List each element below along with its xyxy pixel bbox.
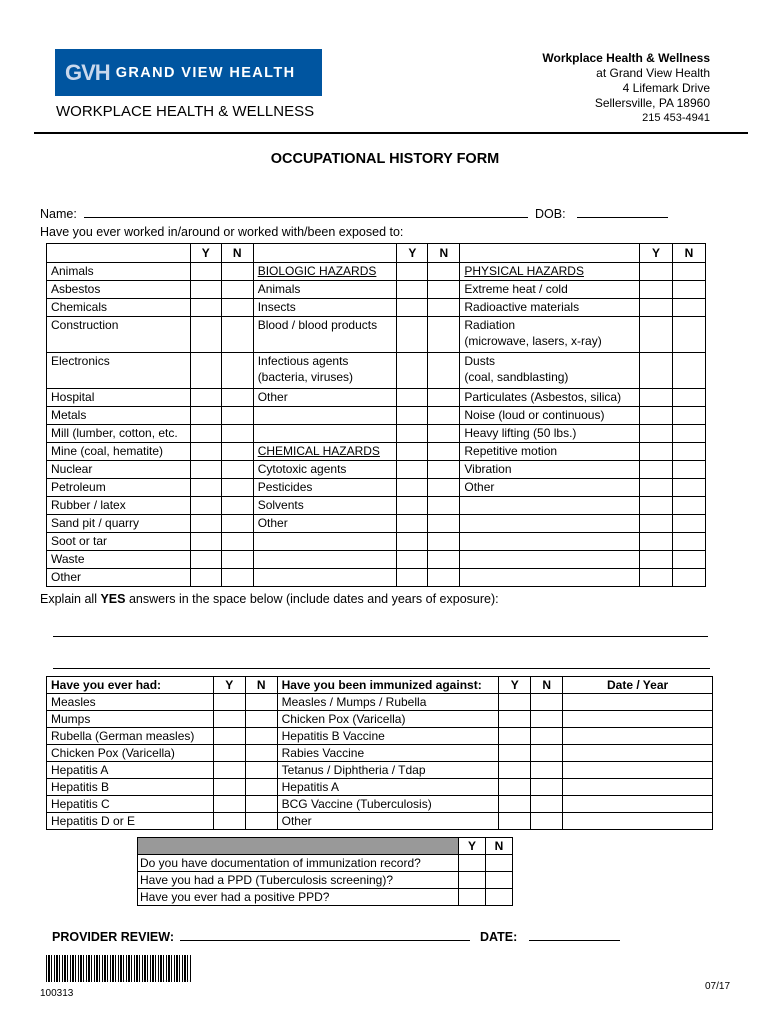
no-checkbox[interactable] [221,317,253,353]
empty-cell [428,533,460,551]
table-row [47,281,706,299]
no-checkbox[interactable] [428,281,460,299]
n-header: N [221,244,253,263]
yes-checkbox[interactable] [190,263,221,281]
yes-checkbox[interactable] [190,281,221,299]
dob-row [535,206,668,221]
no-checkbox[interactable] [672,407,705,425]
no-checkbox[interactable] [221,515,253,533]
empty-cell [672,497,705,515]
address-line3: Sellersville, PA 18960 [594,96,710,110]
exposure-label [460,533,640,551]
illness-label: Hepatitis D or E [47,813,214,830]
immunization-label: Rabies Vaccine [277,745,499,762]
yes-checkbox[interactable] [190,515,221,533]
empty-cell [672,551,705,569]
date-year-field[interactable] [563,779,713,796]
no-checkbox[interactable] [428,389,460,407]
yes-checkbox[interactable] [190,443,221,461]
yes-checkbox[interactable] [640,479,673,497]
empty-cell [428,443,460,461]
exposure-label: Sand pit / quarry [47,515,191,533]
address-block [542,51,710,126]
exposure-label: Animals [47,263,191,281]
exposure-label: Construction [47,317,191,353]
label-header [47,244,191,263]
exposure-label [460,569,640,587]
immunization-label: Tetanus / Diphtheria / Tdap [277,762,499,779]
empty-cell [397,263,428,281]
exposure-label: Animals [253,281,397,299]
empty-cell [397,569,428,587]
exposure-label: Rubber / latex [47,497,191,515]
logo-mark: GVH [65,59,110,85]
table-row [47,533,706,551]
yes-checkbox[interactable] [397,317,428,353]
illness-header: Have you ever had: [47,677,214,694]
exposure-label [253,551,397,569]
y-header: Y [397,244,428,263]
table-row [47,263,706,281]
exposure-label: Noise (loud or continuous) [460,407,640,425]
empty-cell [397,425,428,443]
table-row [138,855,513,872]
yes-checkbox[interactable] [640,299,673,317]
immunization-label: Other [277,813,499,830]
explain-line-2[interactable] [53,668,710,669]
yes-checkbox[interactable] [213,711,245,728]
illness-immunization-table [46,676,713,830]
review-date-field[interactable] [529,929,620,941]
explain-line-1[interactable] [53,636,708,637]
y-header: Y [459,838,486,855]
ppd-question: Have you ever had a positive PPD? [138,889,459,906]
no-checkbox[interactable] [221,407,253,425]
no-checkbox[interactable] [245,796,277,813]
address-org: Workplace Health & Wellness [542,51,710,65]
form-number: 100313 [40,988,74,999]
yes-checkbox[interactable] [190,353,221,389]
empty-cell [672,533,705,551]
yes-checkbox[interactable] [499,796,531,813]
exposure-label: Mill (lumber, cotton, etc. [47,425,191,443]
exposure-label: Particulates (Asbestos, silica) [460,389,640,407]
empty-cell [428,407,460,425]
no-checkbox[interactable] [245,728,277,745]
form-title: OCCUPATIONAL HISTORY FORM [270,151,500,167]
table-row [47,389,706,407]
exposure-label [253,533,397,551]
exposure-label: Repetitive motion [460,443,640,461]
yes-checkbox[interactable] [397,461,428,479]
yes-checkbox[interactable] [213,728,245,745]
exposure-label [460,551,640,569]
exposure-label: Metals [47,407,191,425]
yes-checkbox[interactable] [397,281,428,299]
date-year-field[interactable] [563,796,713,813]
no-checkbox[interactable] [486,889,513,906]
table-row [138,889,513,906]
exposure-label: Vibration [460,461,640,479]
explain-instruction [40,592,499,606]
provider-review-field[interactable] [180,929,470,941]
yes-checkbox[interactable] [397,515,428,533]
label-header [253,244,397,263]
no-checkbox[interactable] [531,796,563,813]
dob-field[interactable] [577,206,668,218]
exposure-label: Nuclear [47,461,191,479]
no-checkbox[interactable] [428,515,460,533]
exposure-label: Other [253,515,397,533]
illness-label: Rubella (German measles) [47,728,214,745]
review-date-label: DATE: [480,930,518,944]
no-checkbox[interactable] [245,779,277,796]
no-checkbox[interactable] [672,443,705,461]
immunization-label: BCG Vaccine (Tuberculosis) [277,796,499,813]
table-row [47,443,706,461]
yes-checkbox[interactable] [397,497,428,515]
y-header: Y [499,677,531,694]
no-checkbox[interactable] [221,443,253,461]
empty-cell [640,263,673,281]
exposure-label: Waste [47,551,191,569]
date-year-header: Date / Year [563,677,713,694]
no-checkbox[interactable] [486,855,513,872]
no-checkbox[interactable] [221,569,253,587]
revision-date: 07/17 [705,981,731,992]
empty-cell [672,263,705,281]
no-checkbox[interactable] [672,461,705,479]
yes-checkbox[interactable] [190,479,221,497]
yes-checkbox[interactable] [640,353,673,389]
no-checkbox[interactable] [245,745,277,762]
exposure-label: Hospital [47,389,191,407]
no-checkbox[interactable] [531,813,563,830]
table-row [47,694,713,711]
n-header: N [245,677,277,694]
label-header [460,244,640,263]
no-checkbox[interactable] [486,872,513,889]
empty-cell [672,515,705,533]
date-year-field[interactable] [563,813,713,830]
date-year-field[interactable] [563,711,713,728]
empty-cell [428,551,460,569]
address-line2: 4 Lifemark Drive [622,81,710,95]
name-label: Name: [40,207,77,221]
empty-cell [397,407,428,425]
dob-label: DOB: [535,207,566,221]
table-row [47,299,706,317]
exposure-label: Insects [253,299,397,317]
exposure-label: BIOLOGIC HAZARDS [253,263,397,281]
exposure-label [460,515,640,533]
exposure-label: Asbestos [47,281,191,299]
no-checkbox[interactable] [221,353,253,389]
illness-label: Chicken Pox (Varicella) [47,745,214,762]
y-header: Y [190,244,221,263]
table-row [47,779,713,796]
yes-checkbox[interactable] [190,551,221,569]
no-checkbox[interactable] [672,389,705,407]
empty-cell [428,263,460,281]
yes-checkbox[interactable] [190,299,221,317]
no-checkbox[interactable] [672,281,705,299]
ppd-header-bar [138,838,459,855]
grand-view-health-logo [55,49,322,96]
yes-checkbox[interactable] [190,569,221,587]
address-line1: at Grand View Health [596,66,710,80]
no-checkbox[interactable] [428,299,460,317]
no-checkbox[interactable] [428,479,460,497]
no-checkbox[interactable] [531,779,563,796]
table-row [47,569,706,587]
immunization-label: Hepatitis A [277,779,499,796]
y-header: Y [640,244,673,263]
date-year-field[interactable] [563,745,713,762]
exposure-label: Other [253,389,397,407]
exposure-label: Radiation (microwave, lasers, x-ray) [460,317,640,353]
table-row [47,479,706,497]
no-checkbox[interactable] [221,389,253,407]
table-row [47,711,713,728]
exposure-label: Extreme heat / cold [460,281,640,299]
yes-checkbox[interactable] [213,779,245,796]
exposure-label [253,425,397,443]
no-checkbox[interactable] [245,813,277,830]
empty-cell [428,425,460,443]
no-checkbox[interactable] [221,281,253,299]
explain-prefix: Explain all [40,592,101,606]
exposure-label [253,407,397,425]
no-checkbox[interactable] [245,694,277,711]
no-checkbox[interactable] [672,353,705,389]
yes-checkbox[interactable] [499,728,531,745]
yes-checkbox[interactable] [640,407,673,425]
yes-checkbox[interactable] [640,389,673,407]
y-header: Y [213,677,245,694]
no-checkbox[interactable] [221,263,253,281]
no-checkbox[interactable] [245,711,277,728]
date-year-field[interactable] [563,694,713,711]
illness-label: Mumps [47,711,214,728]
review-date-row [480,929,620,944]
yes-checkbox[interactable] [459,889,486,906]
ppd-question: Do you have documentation of immunization record? [138,855,459,872]
no-checkbox[interactable] [531,762,563,779]
exposure-label: Mine (coal, hematite) [47,443,191,461]
exposure-label: PHYSICAL HAZARDS [460,263,640,281]
name-field[interactable] [84,206,528,218]
no-checkbox[interactable] [221,425,253,443]
no-checkbox[interactable] [221,479,253,497]
table-row [47,745,713,762]
immunization-label: Hepatitis B Vaccine [277,728,499,745]
table-row [47,317,706,353]
yes-checkbox[interactable] [397,389,428,407]
exposure-label: Dusts (coal, sandblasting) [460,353,640,389]
yes-checkbox[interactable] [190,317,221,353]
no-checkbox[interactable] [531,745,563,762]
yes-checkbox[interactable] [459,855,486,872]
yes-checkbox[interactable] [640,281,673,299]
table-row [138,872,513,889]
provider-review-row [52,929,470,944]
exposure-label: CHEMICAL HAZARDS [253,443,397,461]
yes-checkbox[interactable] [190,497,221,515]
yes-checkbox[interactable] [499,711,531,728]
exposure-label [253,569,397,587]
yes-checkbox[interactable] [190,389,221,407]
illness-label: Hepatitis A [47,762,214,779]
exposure-label: Cytotoxic agents [253,461,397,479]
no-checkbox[interactable] [428,461,460,479]
yes-checkbox[interactable] [213,813,245,830]
table-row [47,497,706,515]
empty-cell [397,443,428,461]
empty-cell [640,533,673,551]
exposure-label: Solvents [253,497,397,515]
no-checkbox[interactable] [221,533,253,551]
yes-checkbox[interactable] [190,533,221,551]
no-checkbox[interactable] [531,694,563,711]
yes-checkbox[interactable] [397,299,428,317]
no-checkbox[interactable] [672,317,705,353]
empty-cell [672,569,705,587]
exposure-label: Other [47,569,191,587]
n-header: N [531,677,563,694]
barcode [46,955,192,982]
logo-name: GRAND VIEW HEALTH [115,64,296,81]
no-checkbox[interactable] [428,497,460,515]
ppd-question: Have you had a PPD (Tuberculosis screening)? [138,872,459,889]
no-checkbox[interactable] [221,551,253,569]
yes-checkbox[interactable] [499,694,531,711]
header-divider [34,132,748,134]
exposure-label: Electronics [47,353,191,389]
exposure-question: Have you ever worked in/around or worked with/been exposed to: [40,225,404,239]
table-row [47,813,713,830]
date-year-field[interactable] [563,728,713,745]
yes-checkbox[interactable] [640,443,673,461]
yes-checkbox[interactable] [190,425,221,443]
exposure-label: Blood / blood products [253,317,397,353]
explain-suffix: answers in the space below (include dates and years of exposure): [125,592,499,606]
department-title: WORKPLACE HEALTH & WELLNESS [56,103,315,120]
no-checkbox[interactable] [245,762,277,779]
yes-checkbox[interactable] [499,813,531,830]
exposure-label: Other [460,479,640,497]
yes-checkbox[interactable] [459,872,486,889]
empty-cell [640,569,673,587]
no-checkbox[interactable] [221,461,253,479]
n-header: N [428,244,460,263]
n-header: N [672,244,705,263]
table-row [47,796,713,813]
illness-label: Hepatitis C [47,796,214,813]
no-checkbox[interactable] [672,299,705,317]
yes-checkbox[interactable] [397,479,428,497]
name-row [40,206,528,221]
no-checkbox[interactable] [221,497,253,515]
empty-cell [640,515,673,533]
date-year-field[interactable] [563,762,713,779]
yes-checkbox[interactable] [499,762,531,779]
ppd-table [137,837,513,906]
no-checkbox[interactable] [428,317,460,353]
table-row [47,353,706,389]
exposure-label: Soot or tar [47,533,191,551]
empty-cell [640,497,673,515]
no-checkbox[interactable] [531,711,563,728]
no-checkbox[interactable] [531,728,563,745]
provider-review-label: PROVIDER REVIEW: [52,930,175,944]
address-phone: 215 453-4941 [642,112,710,124]
empty-cell [428,569,460,587]
illness-label: Hepatitis B [47,779,214,796]
yes-checkbox[interactable] [190,461,221,479]
yes-checkbox[interactable] [213,796,245,813]
no-checkbox[interactable] [672,479,705,497]
empty-cell [640,551,673,569]
exposure-label: Radioactive materials [460,299,640,317]
illness-label: Measles [47,694,214,711]
yes-checkbox[interactable] [190,407,221,425]
table-row [47,515,706,533]
table-row [47,425,706,443]
exposure-label: Chemicals [47,299,191,317]
yes-checkbox[interactable] [640,425,673,443]
occupational-exposure-table [46,243,706,587]
table-row [47,762,713,779]
table-row [47,407,706,425]
yes-checkbox[interactable] [640,461,673,479]
table-row [47,728,713,745]
table-row [47,461,706,479]
yes-checkbox[interactable] [397,353,428,389]
exposure-label: Infectious agents (bacteria, viruses) [253,353,397,389]
exposure-label: Petroleum [47,479,191,497]
yes-checkbox[interactable] [213,745,245,762]
yes-checkbox[interactable] [499,745,531,762]
yes-checkbox[interactable] [640,317,673,353]
table-row [47,551,706,569]
explain-yes: YES [100,592,126,606]
yes-checkbox[interactable] [213,694,245,711]
exposure-label [460,497,640,515]
yes-checkbox[interactable] [499,779,531,796]
no-checkbox[interactable] [428,353,460,389]
empty-cell [397,551,428,569]
immunization-label: Chicken Pox (Varicella) [277,711,499,728]
exposure-label: Pesticides [253,479,397,497]
no-checkbox[interactable] [221,299,253,317]
immunization-label: Measles / Mumps / Rubella [277,694,499,711]
empty-cell [397,533,428,551]
exposure-label: Heavy lifting (50 lbs.) [460,425,640,443]
no-checkbox[interactable] [672,425,705,443]
n-header: N [486,838,513,855]
yes-checkbox[interactable] [213,762,245,779]
immunization-header: Have you been immunized against: [277,677,499,694]
